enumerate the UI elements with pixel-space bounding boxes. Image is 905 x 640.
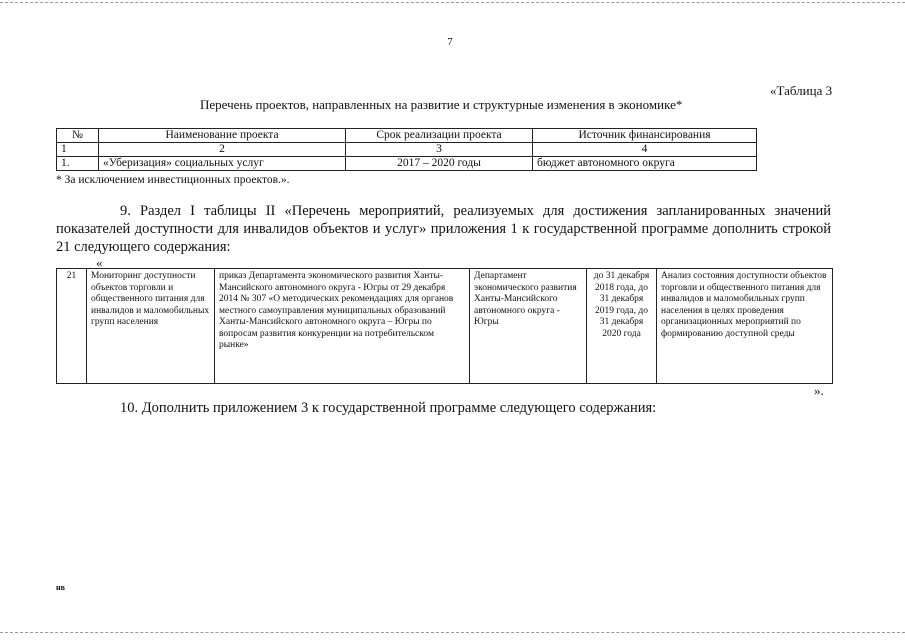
author-initials: нв <box>56 583 65 592</box>
table-title: Перечень проектов, направленных на развитие и структурные изменения в экономике* <box>200 97 683 112</box>
row21-name: Мониторинг доступности объектов торговли и общественного питания для инвалидов и маломобильных групп населения <box>87 269 215 384</box>
opening-quote: « <box>96 255 103 270</box>
row21-responsible: Департамент экономического развития Ханты-Мансийского автономного округа - Югры <box>470 269 587 384</box>
measures-row-table <box>56 268 833 384</box>
table-footnote: * За исключением инвестиционных проектов.». <box>56 174 290 186</box>
paragraph-9-text: 9. Раздел I таблицы II «Перечень мероприятий, реализуемых для достижения запланированных значений показателей доступности для инвалидов объектов и услуг» приложения 1 к государственной программе дополнить строкой 21 следующего содержания: <box>56 203 831 255</box>
header-cell-number: № <box>57 129 99 143</box>
index-cell: 4 <box>533 143 757 157</box>
index-cell: 1 <box>57 143 99 157</box>
header-cell-period: Срок реализации проекта <box>346 129 533 143</box>
row21-result: Анализ состояния доступности объектов торговли и общественного питания для инвалидов и маломобильных групп населения в целях проведения организационных мероприятий по формированию доступной среды <box>657 269 833 384</box>
table-row <box>57 157 757 171</box>
table-row <box>57 269 833 384</box>
closing-quote: ». <box>814 383 824 398</box>
table-caption: «Таблица 3 <box>770 83 833 98</box>
index-cell: 2 <box>99 143 346 157</box>
table-header-row <box>57 129 757 143</box>
page-number: 7 <box>447 36 453 48</box>
header-cell-funding: Источник финансирования <box>533 129 757 143</box>
paragraph-9 <box>56 202 831 256</box>
row-period: 2017 – 2020 годы <box>346 157 533 171</box>
projects-table <box>56 128 757 171</box>
paragraph-10: 10. Дополнить приложением 3 к государственной программе следующего содержания: <box>120 400 657 416</box>
row-funding: бюджет автономного округа <box>533 157 757 171</box>
scan-edge-bottom <box>0 632 905 633</box>
row21-number: 21 <box>57 269 87 384</box>
row-project-name: «Уберизация» социальных услуг <box>99 157 346 171</box>
header-cell-project-name: Наименование проекта <box>99 129 346 143</box>
index-cell: 3 <box>346 143 533 157</box>
row21-deadline: до 31 декабря 2018 года, до 31 декабря 2019 года, до 31 декабря 2020 года <box>587 269 657 384</box>
table-index-row <box>57 143 757 157</box>
row-number: 1. <box>57 157 99 171</box>
scan-edge-top <box>0 2 905 3</box>
row21-basis: приказ Департамента экономического развития Ханты-Мансийского автономного округа - Югры от 29 декабря 2014 № 307 «О методических рекомендациях для органов местного самоуправления муниципальных образований Ханты-Мансийского автономного округа – Югры по вопросам развития конкуренции на потребительском рынке» <box>215 269 470 384</box>
